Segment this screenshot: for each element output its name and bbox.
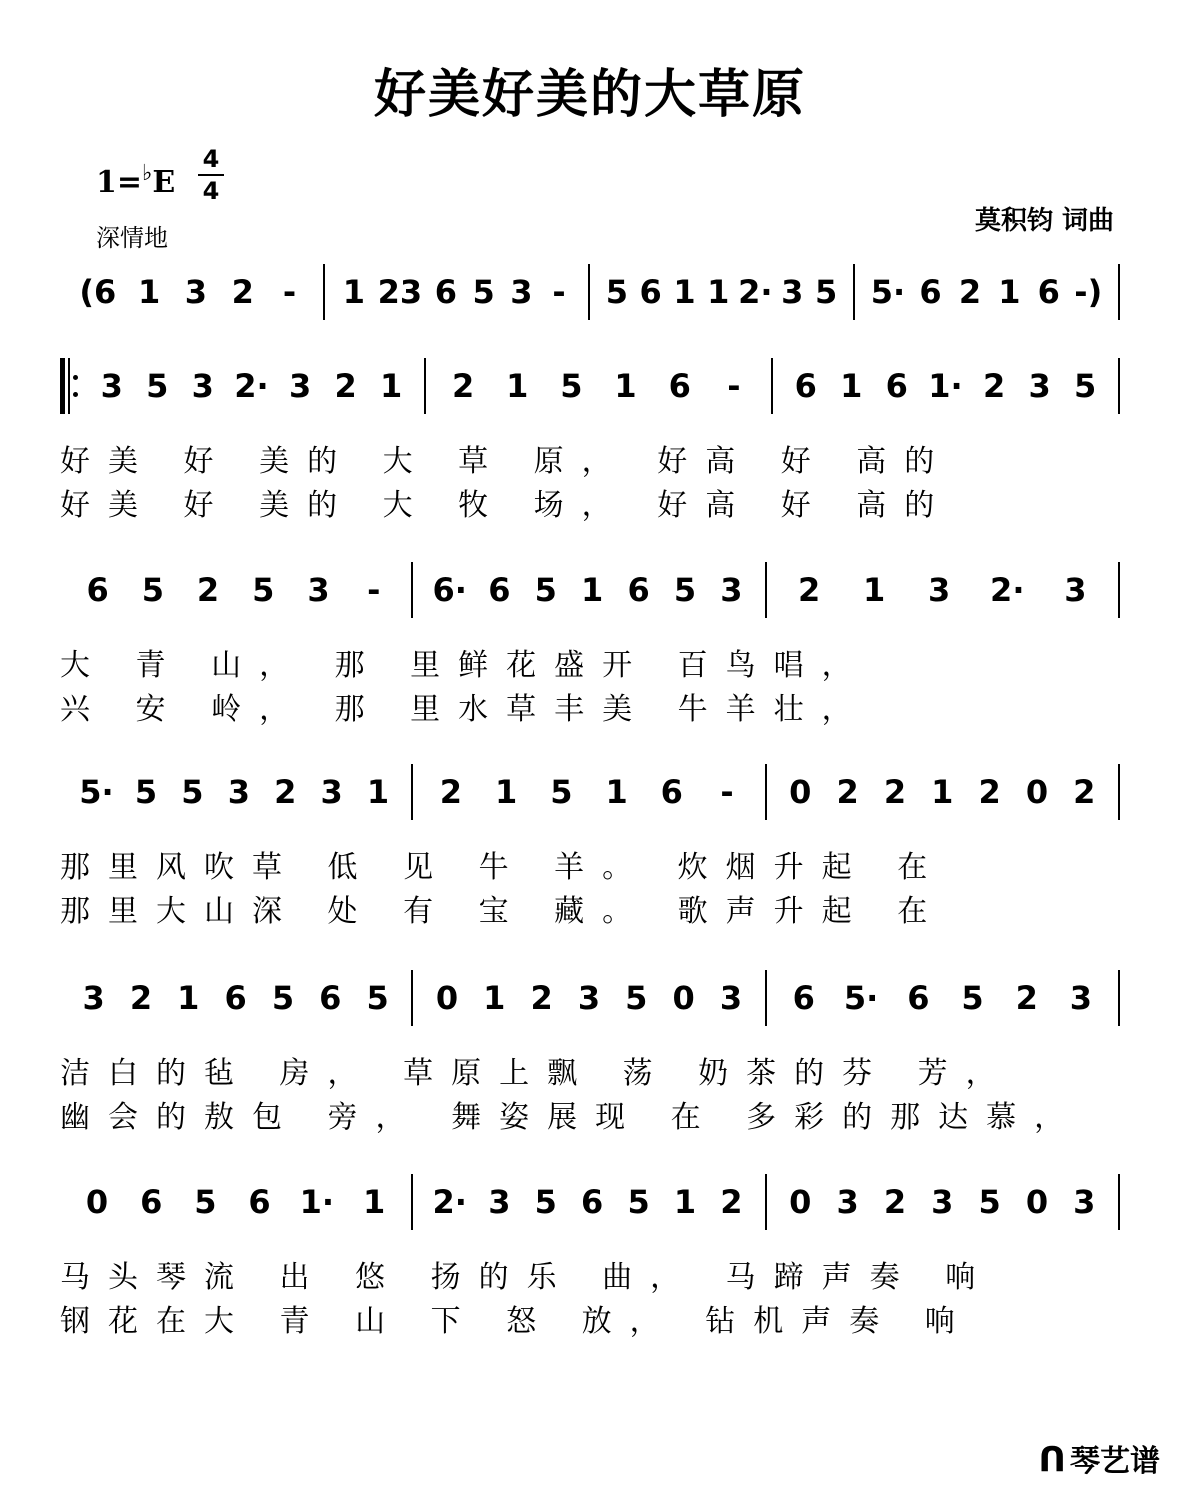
note: 0	[789, 773, 812, 811]
note: 2·	[234, 367, 269, 405]
note: 6	[1037, 273, 1060, 311]
note: 2	[983, 367, 1006, 405]
measure	[325, 262, 588, 322]
note: 5	[1074, 367, 1097, 405]
measure	[413, 1172, 764, 1232]
note: 6	[140, 1183, 163, 1221]
note: 5	[814, 273, 838, 311]
repeat-start-sign	[60, 358, 79, 414]
note: -	[552, 273, 566, 311]
lyric-line: 那里大山深 处 有 宝 藏。 歌声升起 在	[60, 894, 946, 929]
note: 2	[798, 571, 821, 609]
note: 6	[660, 773, 683, 811]
note: 5	[534, 1183, 557, 1221]
tempo-marking: 深情地	[96, 224, 168, 252]
note: 1	[840, 367, 863, 405]
note: 1	[177, 979, 200, 1017]
measure	[590, 262, 853, 322]
note: 6	[885, 367, 908, 405]
note: 2	[129, 979, 153, 1017]
note: 5	[271, 979, 295, 1017]
note: 6	[919, 273, 942, 311]
note: 1	[998, 273, 1021, 311]
site-logo: ᑎ 琴艺谱	[1038, 1440, 1160, 1480]
note: 2	[231, 273, 254, 311]
score-system	[60, 1172, 1120, 1339]
note: 3	[931, 1183, 954, 1221]
note: 1	[931, 773, 954, 811]
note: 5·	[870, 273, 906, 311]
note: 2·	[990, 571, 1025, 609]
note: 3	[927, 571, 951, 609]
score-system	[60, 762, 1120, 929]
note: 5	[560, 367, 583, 405]
note: 5	[625, 979, 648, 1017]
note: 0	[85, 1183, 109, 1221]
note: 2	[439, 773, 463, 811]
note: 3	[184, 273, 208, 311]
page-title: 好美好美的大草原	[373, 64, 806, 125]
note: 0	[1025, 1183, 1049, 1221]
score-system	[60, 356, 1120, 523]
note: 3	[577, 979, 601, 1017]
note: 6	[627, 571, 650, 609]
note: 1	[673, 1183, 697, 1221]
note: 3	[307, 571, 330, 609]
score-system	[60, 262, 1120, 352]
key-signature: 1=♭E	[96, 160, 176, 200]
measure	[413, 968, 764, 1028]
note: 6	[434, 273, 457, 311]
note: 2·	[432, 1183, 467, 1221]
note: 0	[435, 979, 459, 1017]
note: 6	[224, 979, 247, 1017]
note: 2	[958, 273, 982, 311]
note: 0	[789, 1183, 812, 1221]
measure	[767, 762, 1118, 822]
notes-row	[60, 356, 1120, 416]
measure	[79, 356, 424, 416]
lyric-line: 大 青 山， 那 里鲜花盛开 百鸟唱，	[60, 648, 870, 683]
lyric-line: 兴 安 岭， 那 里水草丰美 牛羊壮，	[60, 692, 870, 727]
note: 2	[1073, 773, 1096, 811]
note: 2·	[738, 273, 773, 311]
note: 5·	[843, 979, 879, 1017]
note: 2	[334, 367, 357, 405]
measure	[60, 560, 411, 620]
notes-row	[60, 262, 1120, 322]
note: 1	[342, 273, 365, 311]
note: 1	[581, 571, 604, 609]
note: 5	[472, 273, 495, 311]
lyric-line: 好美 好 美的 大 草 原， 好高 好 高的	[60, 444, 953, 479]
note: 6	[581, 1183, 604, 1221]
note: 3	[82, 979, 105, 1017]
note: 2	[530, 979, 553, 1017]
measure	[767, 968, 1118, 1028]
note: 3	[1028, 367, 1051, 405]
note: 5·	[79, 773, 114, 811]
note: 2	[883, 1183, 907, 1221]
note: 3	[100, 367, 123, 405]
measure	[60, 762, 411, 822]
note: 6	[319, 979, 342, 1017]
note: 6·	[432, 571, 467, 609]
lyric-line: 幽会的敖包 旁， 舞姿展现 在 多彩的那达慕，	[60, 1100, 1083, 1135]
note: 6	[248, 1183, 271, 1221]
note: -)	[1074, 273, 1103, 311]
note: 1	[673, 273, 696, 311]
note: 5	[605, 273, 629, 311]
note: 3	[1073, 1183, 1096, 1221]
note: 2	[1015, 979, 1038, 1017]
note: 6	[86, 571, 109, 609]
note: 5	[181, 773, 204, 811]
note: 6	[488, 571, 511, 609]
note: 2	[451, 367, 475, 405]
note: 1	[506, 367, 529, 405]
note: 5	[366, 979, 389, 1017]
note: 1	[483, 979, 506, 1017]
note: 1	[862, 571, 886, 609]
note: 5	[252, 571, 275, 609]
note: -	[367, 571, 381, 609]
note: 2	[720, 1183, 743, 1221]
barline	[1118, 970, 1120, 1026]
note: (6	[79, 273, 117, 311]
measure	[413, 560, 764, 620]
author-credit: 莫积钧 词曲	[974, 206, 1114, 236]
lyric-line: 洁白的毡 房， 草原上飘 荡 奶茶的芬 芳，	[60, 1056, 1014, 1091]
note: 1·	[928, 367, 963, 405]
lyric-line: 那里风吹草 低 见 牛 羊。 炊烟升起 在	[60, 850, 946, 885]
note: 6	[668, 367, 691, 405]
note: 3	[488, 1183, 511, 1221]
note: 5	[627, 1183, 650, 1221]
note: 1	[707, 273, 730, 311]
measure	[773, 356, 1118, 416]
note: 3	[836, 1183, 859, 1221]
measure	[60, 968, 411, 1028]
measure	[767, 560, 1118, 620]
note: 5	[978, 1183, 1001, 1221]
score-system	[60, 968, 1120, 1135]
time-signature	[198, 146, 224, 204]
barline	[1118, 264, 1120, 320]
note: 6	[639, 273, 662, 311]
notes-row	[60, 560, 1120, 620]
note: -	[282, 273, 297, 311]
note: 5	[550, 773, 573, 811]
barline	[1118, 764, 1120, 820]
logo-icon: ᑎ	[1038, 1440, 1066, 1480]
time-bottom: 4	[202, 177, 220, 205]
lyric-line: 好美 好 美的 大 牧 场， 好高 好 高的	[60, 488, 953, 523]
note: 3	[1069, 979, 1092, 1017]
note: 2	[978, 773, 1001, 811]
note: 6	[794, 367, 817, 405]
barline	[1118, 358, 1120, 414]
measure	[60, 262, 323, 322]
note: 3	[719, 979, 743, 1017]
note: 3	[510, 273, 533, 311]
note: 5	[961, 979, 984, 1017]
note: 5	[673, 571, 697, 609]
note: 3	[191, 367, 214, 405]
measure	[60, 1172, 411, 1232]
note: 1	[495, 773, 518, 811]
note: -	[727, 367, 741, 405]
measure	[767, 1172, 1118, 1232]
note: 1	[366, 773, 390, 811]
measure	[855, 262, 1118, 322]
note: 0	[1025, 773, 1049, 811]
note: 1	[380, 367, 403, 405]
score-system	[60, 560, 1120, 727]
note: 2	[836, 773, 859, 811]
note: 3	[289, 367, 312, 405]
note: 1	[363, 1183, 386, 1221]
note: 3	[320, 773, 343, 811]
note: 1	[614, 367, 637, 405]
note: 2	[883, 773, 907, 811]
notes-row	[60, 1172, 1120, 1232]
note: 3	[720, 571, 743, 609]
note: 5	[146, 367, 169, 405]
note: 5	[534, 571, 557, 609]
note: 2	[274, 773, 297, 811]
note: 3	[781, 273, 804, 311]
barline	[1118, 1174, 1120, 1230]
notes-row	[60, 968, 1120, 1028]
note: 23	[377, 273, 423, 311]
lyric-line: 钢花在大 青 山 下 怒 放， 钻机声奏 响	[60, 1304, 973, 1339]
note: 5	[134, 773, 158, 811]
note: 1	[137, 273, 161, 311]
note: 2	[196, 571, 220, 609]
note: 0	[672, 979, 695, 1017]
note: 3	[227, 773, 250, 811]
measure	[413, 762, 764, 822]
lyric-line: 马头琴流 出 悠 扬的乐 曲， 马蹄声奏 响	[60, 1260, 994, 1295]
note: 3	[1064, 571, 1087, 609]
note: 1	[605, 773, 628, 811]
note: 1·	[299, 1183, 335, 1221]
note: -	[720, 773, 734, 811]
measure	[426, 356, 771, 416]
time-top: 4	[202, 145, 220, 173]
note: 6	[907, 979, 930, 1017]
notes-row	[60, 762, 1120, 822]
note: 5	[194, 1183, 217, 1221]
note: 5	[141, 571, 164, 609]
note: 6	[792, 979, 815, 1017]
barline	[1118, 562, 1120, 618]
